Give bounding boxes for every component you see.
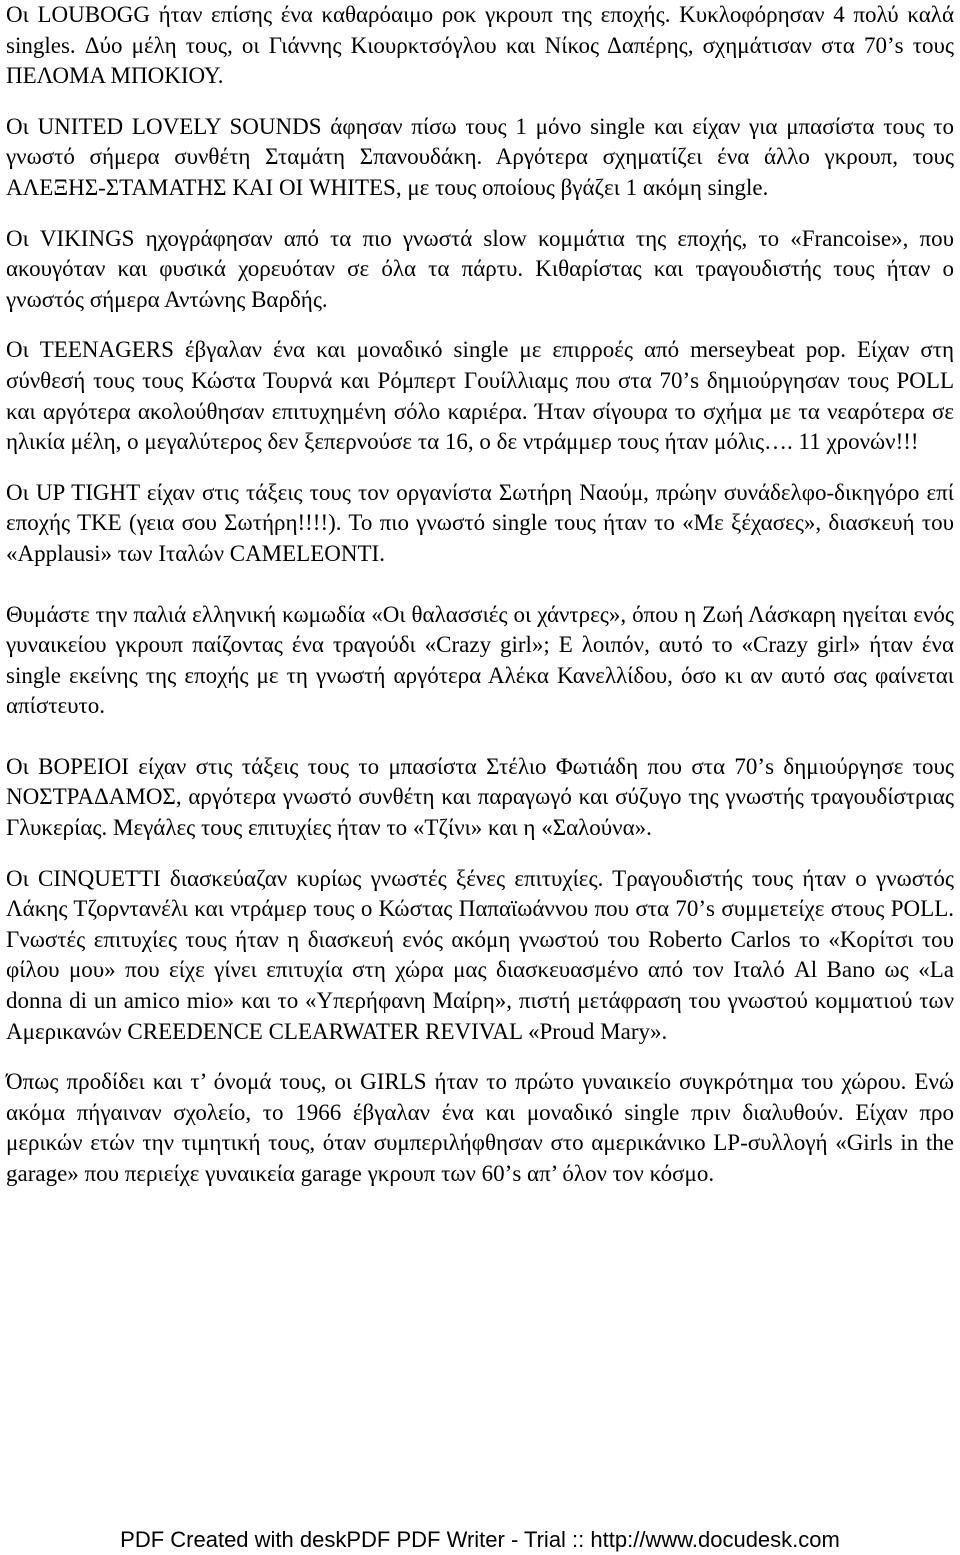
paragraph-teenagers: Οι TEENAGERS έβγαλαν ένα και μοναδικό single με επιρροές από merseybeat pop. Είχαν στη σύνθεσή τους τους Κώστα Τουρνά και Ρόμπερτ Γουίλλιαμς που στα 70’s δημιούργησαν τους POLL και αργότερα ακολούθησαν επιτυχημένη σόλο καριέρα. Ήταν σίγουρα το σχήμα με τα νεαρότερα σε ηλικία μέλη, ο μεγαλύτερος δεν ξεπερνούσε τα 16, ο δε ντράμμερ τους ήταν μόλις…. 11 χρονών!!! <box>6 337 954 455</box>
paragraph-united-lovely-sounds: Οι UNITED LOVELY SOUNDS άφησαν πίσω τους 1 μόνο single και είχαν για μπασίστα τους το γνωστό σήμερα συνθέτη Σταμάτη Σπανουδάκη. Αργότερα σχηματίζει ένα άλλο γκρουπ, τους ΑΛΕΞΗΣ-ΣΤΑΜΑΤΗΣ ΚΑΙ ΟΙ WHITES, με τους οποίους βγάζει 1 ακόμη single. <box>6 113 954 200</box>
paragraph-voreioi: Οι ΒΟΡΕΙΟΙ είχαν στις τάξεις τους το μπασίστα Στέλιο Φωτιάδη που στα 70’s δημιούργησε τους ΝΟΣΤΡΑΔΑΜΟΣ, αργότερα γνωστό συνθέτη και παραγωγό και σύζυγο της γνωστής τραγουδίστριας Γλυκερίας. Μεγάλες τους επιτυχίες ήταν το «Τζίνι» και η «Σαλούνα». <box>6 753 954 841</box>
paragraph-loubogg: Οι LOUBOGG ήταν επίσης ένα καθαρόαιμο ροκ γκρουπ της εποχής. Κυκλοφόρησαν 4 πολύ καλά singles. Δύο μέλη τους, οι Γιάννης Κιουρκτσόγλου και Νίκος Δαπέρης, σχημάτισαν στα 70’s τους ΠΕΛΟΜΑ ΜΠΟΚΙΟΥ. <box>6 2 954 89</box>
pdf-watermark-footer: PDF Created with deskPDF PDF Writer - Trial :: http://www.docudesk.com <box>120 1527 840 1552</box>
paragraph-vikings: Οι VIKINGS ηχογράφησαν από τα πιο γνωστά slow κομμάτια της εποχής, το «Francoise», που ακουγόταν και φυσικά χορευόταν σε όλα τα πάρτυ. Κιθαρίστας και τραγουδιστής τους ήταν ο γνωστός σήμερα Αντώνης Βαρδής. <box>6 225 954 312</box>
paragraph-cinquetti: Οι CINQUETTI διασκεύαζαν κυρίως γνωστές ξένες επιτυχίες. Τραγουδιστής τους ήταν ο γνωστός Λάκης Τζορντανέλι και ντράμερ τους ο Κώστας Παπαϊωάννου που στα 70’s συμμετείχε στους POLL. Γνωστές επιτυχίες τους ήταν η διασκευή ενός ακόμη γνωστού του Roberto Carlos το «Κορίτσι του φίλου μου» που είχε γίνει επιτυχία στη χώρα μας διασκευασμένο από τον Ιταλό Al Bano ως «La donna di un amico mio» και το «Υπερήφανη Μαίρη», πιστή μετάφραση του γνωστού κομματιού των Αμερικανών CREEDENCE CLEARWATER REVIVAL «Proud Mary». <box>6 865 955 1044</box>
paragraph-girls: Όπως προδίδει και τ’ όνομά τους, οι GIRLS ήταν το πρώτο γυναικείο συγκρότημα του χώρου. Ενώ ακόμα πήγαιναν σχολείο, το 1966 έβγαλαν ένα και μοναδικό single πριν διαλυθούν. Είχαν προ μερικών ετών την τιμητική τους, όταν συμπεριλήφθησαν στο αμερικάνικο LP-συλλογή «Girls in the garage» που περιείχε γυναικεία garage γκρουπ των 60’s απ’ όλον τον κόσμο. <box>6 1069 954 1186</box>
paragraph-crazy-girl: Θυμάστε την παλιά ελληνική κωμωδία «Οι θαλασσιές οι χάντρες», όπου η Ζωή Λάσκαρη ηγείται ενός γυναικείου γκρουπ παίζοντας ένα τραγούδι «Crazy girl»; Ε λοιπόν, αυτό το «Crazy girl» ήταν ένα single εκείνης της εποχής με τη γνωστή αργότερα Αλέκα Κανελλίδου, όσο κι αν αυτό σας φαίνεται απίστευτο. <box>6 601 954 719</box>
paragraph-up-tight: Οι UP TIGHT είχαν στις τάξεις τους τον οργανίστα Σωτήρη Ναούμ, πρώην συνάδελφο-δικηγόρο επί εποχής ΤΚΕ (γεια σου Σωτήρη!!!!). Το πιο γνωστό single τους ήταν το «Με ξέχασες», διασκευή του «Applausi» των Ιταλών CAMELEONTI. <box>6 479 954 566</box>
document-body <box>6 0 954 1210</box>
